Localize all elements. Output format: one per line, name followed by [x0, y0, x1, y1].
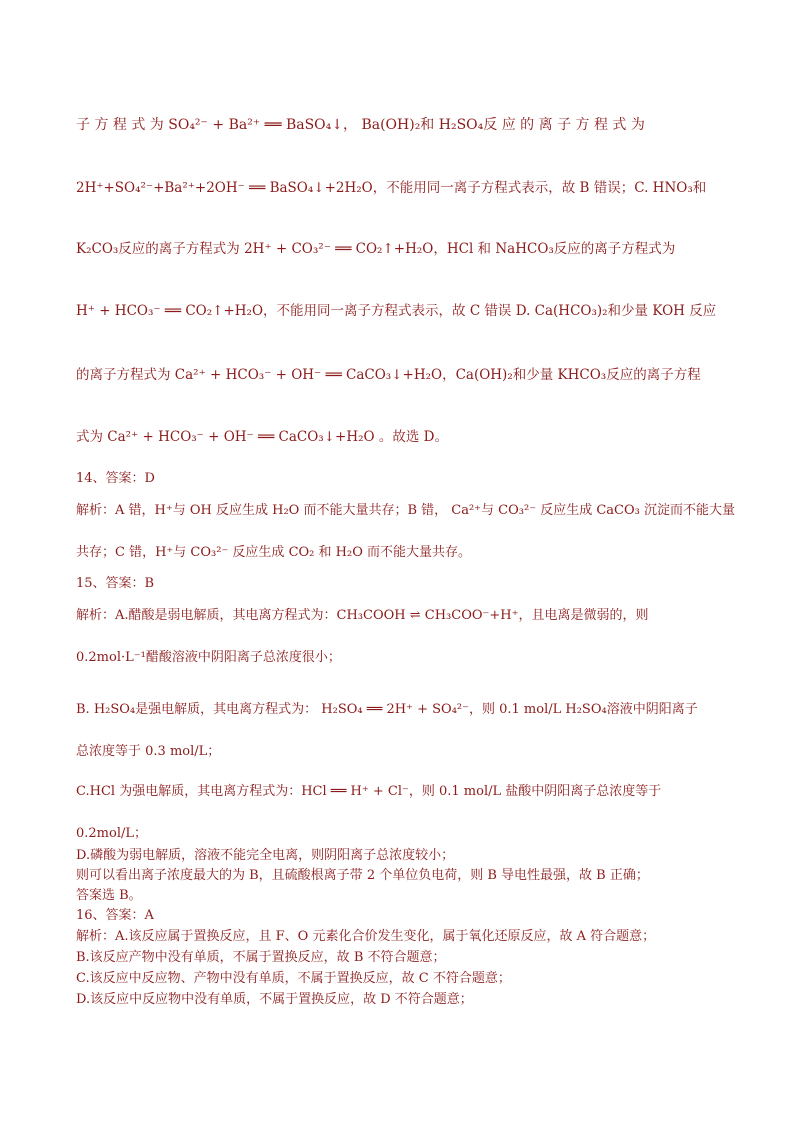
- text-line: 共存；C 错，H⁺与 CO₃²⁻ 反应生成 CO₂ 和 H₂O 而不能大量共存。: [76, 545, 471, 560]
- text-line: 0.2mol/L；: [76, 826, 147, 841]
- text-line: C.HCl 为强电解质，其电离方程式为：HCl ══ H⁺ + Cl⁻，则 0.1 mol/L 盐酸中阴阳离子总浓度等于: [76, 784, 662, 799]
- text-line: 解析：A.醋酸是弱电解质，其电离方程式为：CH₃COOH ⇌ CH₃COO⁻+H⁺，且电离是微弱的，则: [76, 608, 649, 623]
- text-line: 的离子方程式为 Ca²⁺ + HCO₃⁻ + OH⁻ ══ CaCO₃↓+H₂O，Ca(OH)₂和少量 KHCO₃反应的离子方程: [76, 367, 701, 383]
- answer-heading-16: 16、答案：A: [76, 908, 154, 923]
- text-line: 则可以看出离子浓度最大的为 B，且硫酸根离子带 2 个单位负电荷，则 B 导电性最强，故 B 正确；: [76, 868, 649, 883]
- text-line: D.磷酸为弱电解质，溶液不能完全电离，则阴阳离子总浓度较小；: [76, 848, 455, 863]
- text-line: H⁺ + HCO₃⁻ ══ CO₂↑+H₂O，不能用同一离子方程式表示，故 C 错误 D. Ca(HCO₃)₂和少量 KOH 反应: [76, 303, 717, 319]
- text-line: 总浓度等于 0.3 mol/L；: [76, 744, 221, 759]
- text-line: K₂CO₃反应的离子方程式为 2H⁺ + CO₃²⁻ ══ CO₂↑+H₂O，HCl 和 NaHCO₃反应的离子方程式为: [76, 241, 676, 257]
- answer-heading-14: 14、答案：D: [76, 471, 155, 486]
- answer-heading-15: 15、答案：B: [76, 576, 155, 591]
- text-line: D.该反应中反应物中没有单质，不属于置换反应，故 D 不符合题意；: [76, 992, 473, 1007]
- text-line: 2H⁺+SO₄²⁻+Ba²⁺+2OH⁻ ══ BaSO₄↓+2H₂O，不能用同一离子方程式表示，故 B 错误；C. HNO₃和: [76, 180, 707, 196]
- text-line: 解析：A.该反应属于置换反应，且 F、O 元素化合价发生变化，属于氧化还原反应，故 A 符合题意；: [76, 929, 656, 944]
- text-line: B.该反应产物中没有单质，不属于置换反应，故 B 不符合题意；: [76, 950, 446, 965]
- text-line: 子 方 程 式 为 SO₄²⁻ + Ba²⁺ ══ BaSO₄↓， Ba(OH)₂和 H₂SO₄反 应 的 离 子 方 程 式 为: [76, 117, 645, 133]
- text-line: B. H₂SO₄是强电解质，其电离方程式为： H₂SO₄ ══ 2H⁺ + SO₄²⁻，则 0.1 mol/L H₂SO₄溶液中阴阳离子: [76, 702, 698, 717]
- text-line: 0.2mol·L⁻¹醋酸溶液中阴阳离子总浓度很小；: [76, 650, 341, 665]
- text-line: 解析：A 错，H⁺与 OH 反应生成 H₂O 而不能大量共存；B 错， Ca²⁺与 CO₃²⁻ 反应生成 CaCO₃ 沉淀而不能大量: [76, 503, 735, 518]
- text-line: 答案选 B。: [76, 888, 142, 903]
- text-line: C.该反应中反应物、产物中没有单质，不属于置换反应，故 C 不符合题意；: [76, 971, 511, 986]
- text-line: 式为 Ca²⁺ + HCO₃⁻ + OH⁻ ══ CaCO₃↓+H₂O 。故选 D。: [76, 429, 448, 445]
